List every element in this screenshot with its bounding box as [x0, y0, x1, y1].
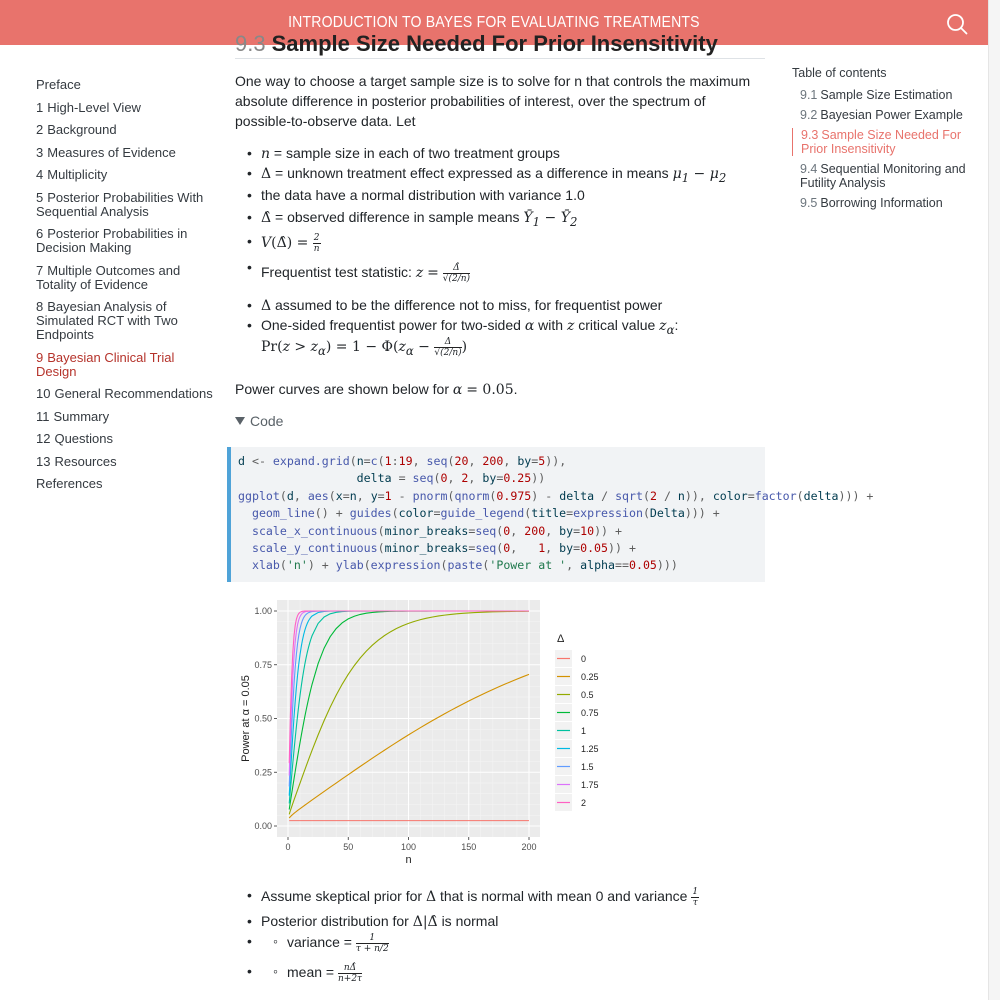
- list-item: • Δ̂ = observed difference in sample means $Ȳ_1$ − $Ȳ_2$: [235, 209, 765, 233]
- toc-item-label: Sample Size Needed For Prior Insensitivity: [801, 128, 962, 156]
- y-tick-label: 0.00: [254, 821, 272, 831]
- sidebar-item-number: 7: [36, 262, 44, 278]
- toc-item[interactable]: [792, 162, 982, 190]
- bullet-text: One-sided frequentist power for two-sided: [261, 317, 521, 333]
- list-item: • Posterior distribution for Δ|Δ̂ is normal: [235, 913, 765, 933]
- list-item: • Frequentist test statistic: z = $\frac{\Deltâ}{√(2/n)}$: [235, 259, 765, 297]
- table-of-contents: [792, 66, 982, 216]
- code-block[interactable]: [227, 447, 874, 582]
- sidebar-item-label: Posterior Probabilities With Sequential Analysis: [36, 189, 204, 219]
- sidebar-item-label: Background: [47, 122, 117, 137]
- x-tick-label: 150: [461, 842, 477, 852]
- sidebar-item-number: 10: [36, 386, 51, 401]
- list-item: • Δ = unknown treatment effect expressed as a difference in means $\mu_1 - \mu_2$: [235, 165, 765, 187]
- bullet-text: mean =: [287, 964, 335, 981]
- toc-item[interactable]: [792, 196, 982, 210]
- sidebar-item-number: 11: [36, 408, 50, 424]
- bullet-text: Frequentist test statistic:: [261, 264, 412, 281]
- code-line: scale_y_continuous(minor_breaks=seq(0, 1, by=0.05)) +: [251, 541, 636, 556]
- sidebar-item-label: Bayesian Analysis of Simulated RCT with Two Endpoints: [36, 299, 178, 342]
- list-item: • Assume skeptical prior for Δ that is normal with mean 0 and variance $\frac{1}{\tau}$: [235, 887, 765, 913]
- sidebar-item-label: Multiple Outcomes and Totality of Evidence: [36, 262, 181, 292]
- toc-title: Table of contents: [792, 66, 887, 80]
- section-heading: [235, 31, 765, 59]
- x-tick-label: 200: [521, 842, 537, 852]
- code-line: delta = seq(0, 2, by=0.25)): [356, 471, 546, 486]
- sidebar-item-label: Questions: [54, 431, 114, 446]
- list-item: [235, 187, 765, 209]
- sidebar-item[interactable]: [36, 101, 216, 115]
- code-line: d <- expand.grid(n=c(1:19, seq(20, 200, by=5)),: [238, 454, 567, 468]
- search-icon[interactable]: [946, 13, 968, 35]
- sidebar-item-label: Preface: [36, 77, 81, 92]
- toc-item-label: Bayesian Power Example: [820, 108, 963, 122]
- sidebar-item-label: Bayesian Clinical Trial Design: [36, 349, 175, 379]
- bullet-text: Posterior distribution for: [261, 913, 409, 929]
- sidebar-item-label: High-Level View: [47, 99, 141, 115]
- legend-label: 1.75: [581, 780, 599, 790]
- sidebar-item-number: 12: [36, 431, 51, 446]
- site-title[interactable]: INTRODUCTION TO BAYES FOR EVALUATING TREATMENTS: [288, 13, 700, 31]
- legend-label: 0.75: [581, 708, 599, 718]
- code-line: scale_x_continuous(minor_breaks=seq(0, 200, by=10)) +: [251, 523, 623, 538]
- x-tick-label: 100: [400, 842, 417, 852]
- code-line: geom_line() + guides(color=guide_legend(title=expression(Delta))) +: [251, 506, 720, 521]
- toc-item-number: 9.3: [801, 128, 819, 142]
- bullet-text: Assume skeptical prior for: [261, 888, 423, 905]
- legend-label: 2: [581, 798, 587, 808]
- toc-item-label: Sequential Monitoring and Futility Analysis: [800, 162, 966, 190]
- legend-label: 0.5: [581, 690, 594, 700]
- bullet-text: that is normal with mean 0 and variance: [439, 888, 688, 905]
- section-number: 9.3: [235, 31, 266, 56]
- sidebar-item[interactable]: [36, 432, 216, 446]
- definition-list: [235, 145, 765, 361]
- bullet-text: = unknown treatment effect expressed as a difference in means: [275, 165, 669, 181]
- toc-item-number: 9.2: [800, 108, 818, 122]
- legend-label: 1.25: [581, 744, 599, 754]
- code-line: xlab('n') + ylab(expression(paste('Power at ', alpha==0.05))): [251, 558, 678, 573]
- toc-item-number: 9.4: [800, 162, 818, 176]
- toc-item-label: Sample Size Estimation: [820, 88, 953, 102]
- sub-list-item: • ◦ variance = $\frac{1}{\tau + n/2}$: [235, 933, 765, 963]
- toc-item[interactable]: [792, 108, 982, 122]
- sidebar-item[interactable]: [36, 227, 216, 255]
- x-tick-label: 50: [343, 842, 354, 852]
- x-axis-label: n: [405, 854, 412, 866]
- bullet-text: = observed difference in sample means: [275, 209, 520, 225]
- sidebar-item[interactable]: [36, 455, 216, 469]
- intro-text: One way to choose a target sample size is to solve for n that controls the maximum absolute difference in posterior probabilities of interest, over the spectrum of possible-to-observe data. Let: [235, 73, 751, 129]
- sidebar-item-label: Multiplicity: [47, 167, 108, 182]
- sub-list-item: • ◦ mean = $\frac{n\Deltâ}{n+2\tau}$: [235, 963, 765, 989]
- sidebar-item[interactable]: [36, 410, 216, 424]
- toc-item[interactable]: [792, 88, 982, 102]
- power-paragraph: Power curves are shown below for α = 0.05.: [235, 381, 518, 398]
- power-curve-chart: [232, 592, 612, 877]
- sidebar-nav: [36, 78, 216, 500]
- sidebar-item-number: 9: [36, 349, 44, 365]
- sidebar-item[interactable]: [36, 264, 216, 292]
- code-fold-toggle[interactable]: [235, 413, 283, 429]
- y-tick-label: 0.50: [254, 713, 272, 724]
- list-item: • One-sided frequentist power for two-sided α with z critical value $z_\alpha$: $Pr(z > z_\alpha) = 1 - \Phi(z_\alpha$ − $\frac{\Delta}{√(2/n)}$ ): [235, 317, 765, 361]
- x-tick-label: 0: [285, 842, 291, 852]
- sidebar-item-label: References: [36, 476, 103, 491]
- legend-label: 1: [581, 726, 587, 736]
- legend-label: 1.5: [581, 762, 594, 772]
- y-tick-label: 0.25: [254, 767, 272, 778]
- sidebar-item-number: 3: [36, 144, 44, 160]
- bullet-text: assumed to be the difference not to miss, for frequentist power: [275, 297, 663, 313]
- toc-item-number: 9.5: [800, 196, 818, 210]
- list-item: • Δ assumed to be the difference not to miss, for frequentist power: [235, 297, 765, 317]
- power-text: Power curves are shown below for: [235, 381, 449, 397]
- sidebar-item-number: 4: [36, 167, 44, 182]
- y-axis-label: Power at α = 0.05: [240, 675, 252, 762]
- toc-item[interactable]: [792, 128, 982, 156]
- code-line: ggplot(d, aes(x=n, y=1 - pnorm(qnorm(0.975) - delta / sqrt(2 / n)), color=factor(delta))) +: [238, 488, 874, 503]
- sidebar-item[interactable]: [36, 168, 216, 182]
- page-scrollbar[interactable]: [988, 0, 1000, 1000]
- bullet-text: = sample size in each of two treatment groups: [273, 145, 560, 161]
- y-tick-label: 1.00: [254, 606, 272, 616]
- sidebar-item-number: 5: [36, 189, 44, 205]
- section-title: Sample Size Needed For Prior Insensitivity: [271, 31, 718, 56]
- sidebar-item[interactable]: [36, 191, 216, 219]
- sidebar-item[interactable]: [36, 78, 216, 92]
- bullet-text: the data have a normal distribution with variance 1.0: [261, 187, 585, 203]
- sidebar-item[interactable]: [36, 146, 216, 160]
- sidebar-item-number: 2: [36, 122, 44, 137]
- sidebar-item-label: Resources: [54, 453, 117, 469]
- y-tick-label: 0.75: [254, 659, 272, 670]
- list-item: • V(Δ̂) = $\frac{2}{n}$: [235, 233, 765, 259]
- posterior-list: [235, 887, 765, 989]
- sidebar-item-label: Summary: [53, 408, 110, 424]
- toc-item-label: Borrowing Information: [820, 196, 943, 210]
- bullet-text: with: [538, 317, 564, 333]
- bullet-text: variance =: [287, 934, 352, 951]
- sidebar-item[interactable]: [36, 351, 216, 379]
- triangle-down-icon: [235, 416, 245, 426]
- sidebar-item-number: 13: [36, 453, 51, 469]
- list-item: • n = sample size in each of two treatment groups: [235, 145, 765, 165]
- sidebar-item-label: Posterior Probabilities in Decision Making: [36, 226, 188, 255]
- toc-item-number: 9.1: [800, 88, 818, 102]
- sidebar-item-number: 1: [36, 99, 44, 115]
- sidebar-item-number: 6: [36, 226, 44, 241]
- sidebar-item[interactable]: [36, 387, 216, 401]
- sidebar-item[interactable]: [36, 123, 216, 137]
- bullet-text: is normal: [441, 913, 499, 929]
- sidebar-item[interactable]: [36, 300, 216, 342]
- sidebar-item[interactable]: [36, 477, 216, 491]
- sidebar-item-label: Measures of Evidence: [47, 144, 176, 160]
- legend-title: Δ: [557, 633, 565, 645]
- sidebar-item-label: General Recommendations: [54, 386, 213, 401]
- intro-paragraph: [235, 71, 765, 131]
- legend-label: 0: [581, 654, 587, 664]
- sidebar-item-number: 8: [36, 299, 44, 314]
- bullet-text: critical value: [578, 317, 656, 333]
- code-toggle-label: Code: [250, 413, 284, 429]
- legend-label: 0.25: [581, 672, 599, 682]
